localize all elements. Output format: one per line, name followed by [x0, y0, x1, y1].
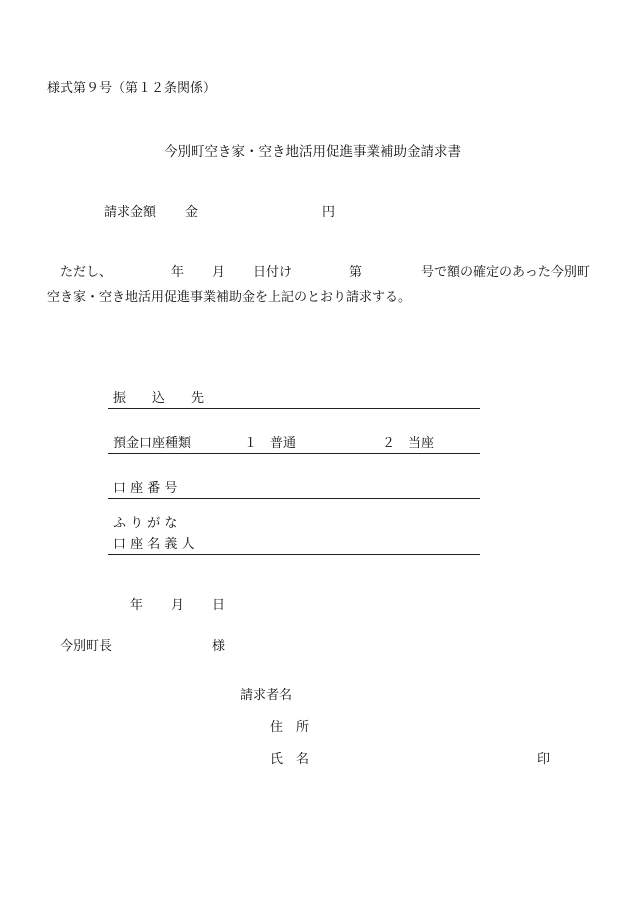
amount-label: 請求金額 — [104, 205, 157, 220]
addressee-name: 今別町長 — [60, 639, 113, 654]
document-title: 今別町空き家・空き地活用促進事業補助金請求書 — [164, 144, 461, 160]
body-year: 年 — [171, 265, 185, 280]
furigana-label: ふ り が な — [113, 516, 178, 531]
account-holder-line — [108, 554, 480, 555]
body-day-dated: 日付け — [253, 265, 293, 280]
body-lead: ただし、 — [60, 265, 113, 280]
account-number-label: 口 座 番 号 — [113, 481, 178, 496]
account-type-label: 預金口座種類 — [113, 436, 192, 451]
form-number: 様式第９号（第１２条関係） — [47, 81, 217, 96]
account-number-line — [108, 498, 480, 499]
date-day: 日 — [212, 598, 226, 613]
requester-label: 請求者名 — [240, 688, 293, 703]
body-dai: 第 — [349, 265, 363, 280]
body-rest: 号で額の確定のあった今別町 — [421, 265, 590, 280]
account-type-option-2: ２ 当座 — [382, 436, 435, 451]
body-line2: 空き家・空き地活用促進事業補助金を上記のとおり請求する。 — [47, 290, 412, 305]
account-type-option-1: １ 普通 — [244, 436, 297, 451]
payee-line — [108, 408, 480, 409]
payee-label: 振 込 先 — [113, 391, 205, 406]
body-month: 月 — [212, 265, 226, 280]
date-year: 年 — [130, 598, 144, 613]
requester-address-label: 住 所 — [270, 720, 310, 735]
amount-unit: 円 — [322, 205, 336, 220]
addressee-honorific: 様 — [212, 639, 226, 654]
amount-prefix: 金 — [185, 205, 199, 220]
date-month: 月 — [171, 598, 185, 613]
account-holder-label: 口 座 名 義 人 — [113, 537, 195, 552]
seal-mark: 印 — [537, 752, 551, 767]
requester-name-label: 氏 名 — [270, 752, 310, 767]
account-type-line — [108, 453, 480, 454]
